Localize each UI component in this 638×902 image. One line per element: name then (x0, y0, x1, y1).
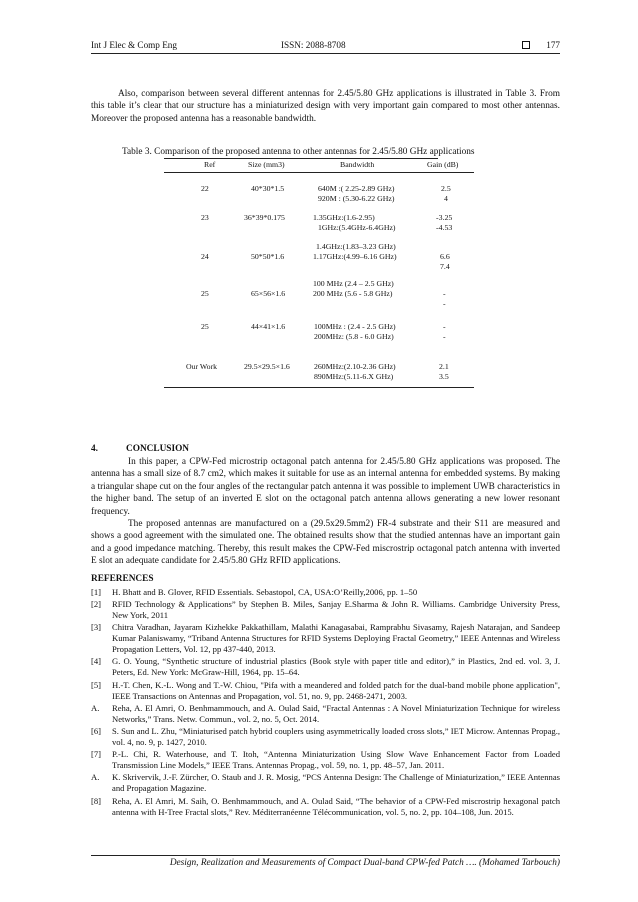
running-header (91, 40, 560, 52)
cell-size: 29.5×29.5×1.6 (244, 362, 290, 371)
reference-text: G. O. Young, “Synthetic structure of industrial plastics (Book style with paper title and editor),” in Plastics, 2nd ed. vol. 3, J. Peters, Ed. New York: McGraw-Hill, 1964, pp. 15–64. (112, 656, 560, 677)
reference-tag: [6] (91, 726, 102, 736)
reference-tag: [8] (91, 796, 102, 806)
conclusion-paragraph-2: The proposed antennas are manufactured on a (29.5x29.5mm2) FR-4 substrate and their S11 are measured and shows a good agreement with the simulated one. The obtained results show that the studied antennas have an important gain and a good impedance matching. Thereby, this result makes the CPW-Fed miscrostrip octagonal patch antenna with inverted E slot an adequate candidate for 2.45/5.80 GHz RFID applications. (91, 519, 560, 567)
cell-gain-1: -3.25 (436, 213, 453, 222)
cell-bandwidth-1: 1.35GHz:(1.6-2.95) (313, 213, 375, 222)
section-heading (91, 444, 189, 454)
table-top-rule (164, 158, 438, 159)
table-caption: Table 3. Comparison of the proposed antenna to other antennas for 2.45/5.80 GHz applications (122, 147, 475, 157)
cell-gain-1: 2.1 (439, 362, 449, 371)
cell-gain-1: 2.5 (441, 184, 451, 193)
cell-gain-1: 6.6 (440, 252, 450, 261)
cell-ref: 24 (201, 252, 209, 261)
cell-gain-2: 3.5 (439, 372, 449, 381)
cell-bandwidth-1: 640M :( 2.25-2.89 GHz) (318, 184, 395, 193)
reference-text: H.-T. Chen, K.-L. Wong and T.-W. Chiou, "Pifa with a meandered and folded patch for the dual-band mobile phone application", IEEE Transactions on Antennas and Propagation, vol. 51, no. 9, pp. 2468-2471, 2003. (112, 680, 560, 701)
cell-bandwidth-1: 100 MHz (2.4 – 2.5 GHz) (313, 279, 394, 288)
cell-gain-1: - (443, 289, 446, 298)
page-number: 177 (546, 40, 560, 50)
reference-text: RFID Technology & Applications” by Stephen B. Miles, Sanjay E.Sharma & John R. Williams. Cambridge University Press, New York, 2011 (112, 599, 560, 620)
table-header-ref: Ref (204, 160, 216, 169)
cell-gain-2: -4.53 (436, 223, 453, 232)
reference-tag: [5] (91, 680, 102, 690)
cell-ref: 25 (201, 322, 209, 331)
cell-bandwidth-2: 1.17GHz:(4.99–6.16 GHz) (313, 252, 397, 261)
cell-ref: 23 (201, 213, 209, 222)
section-title: CONCLUSION (126, 444, 190, 454)
table-header-rule (164, 172, 474, 173)
cell-bandwidth-1: 1.4GHz:(1.83–3.23 GHz) (316, 242, 396, 251)
reference-tag: [2] (91, 599, 102, 609)
table-header-gain: Gain (dB) (427, 160, 459, 169)
table-bottom-rule (164, 387, 474, 388)
cell-size: 65×56×1.6 (251, 289, 286, 298)
header-rule (91, 53, 560, 54)
cell-size: 44×41×1.6 (251, 322, 286, 331)
reference-text: Reha, A. El Amri, M. Saih, O. Benhmammouch, and A. Oulad Said, “The behavior of a CPW-Fed miscrostrip hexagonal patch antenna with H-Tree Fractal slots,” Rev. Méditerranéenne Télécommunication, vol. 5, no. 2, pp. 104–108, Jun. 2015. (112, 796, 560, 817)
cell-bandwidth-2: 890MHz:(5.11-6.X GHz) (314, 372, 394, 381)
issn: ISSN: 2088-8708 (281, 40, 346, 50)
reference-tag: [3] (91, 622, 102, 632)
references-heading: REFERENCES (91, 574, 154, 584)
cell-ref: 25 (201, 289, 209, 298)
cell-gain-1: - (443, 322, 446, 331)
cell-bandwidth-1: 100MHz : (2.4 - 2.5 GHz) (314, 322, 396, 331)
reference-text: P.-L. Chi, R. Waterhouse, and T. Itoh, “Antenna Miniaturization Using Slow Wave Enhancement Factor from Loaded Transmission Line Models,” IEEE Trans. Antennas Propag., vol. 59, no. 1, pp. 48–57, Jan. 2011. (112, 749, 560, 770)
section-number: 4. (91, 444, 98, 454)
reference-text: H. Bhatt and B. Glover, RFID Essentials. Sebastopol, CA, USA:O’Reilly,2006, pp. 1–50 (112, 587, 418, 597)
cell-bandwidth-2: 200 MHz (5.6 - 5.8 GHz) (313, 289, 393, 298)
cell-bandwidth-2: 920M : (5.30-6.22 GHz) (318, 194, 395, 203)
cell-size: 50*50*1.6 (251, 252, 285, 261)
reference-text: Chitra Varadhan, Jayaram Kizhekke Pakkathillam, Malathi Kanagasabai, Ramprabhu Sivasamy, Rajesh Natarajan, and Sandeep Kumar Palaniswamy, “Triband Antenna Structures for RFID Systems Deploying Fractal Geometry,” IEEE Antennas and Wireless Propagation Letters, Vol. 12, pp 437-440, 2013. (112, 622, 560, 654)
cell-size: 36*39*0.175 (244, 213, 285, 222)
journal-name: Int J Elec & Comp Eng (91, 40, 177, 50)
reference-tag: [7] (91, 749, 102, 759)
footer-rule (91, 855, 560, 856)
cell-gain-2: - (443, 299, 446, 308)
cell-gain-2: - (443, 332, 446, 341)
reference-tag: A. (91, 703, 100, 713)
reference-tag: A. (91, 772, 100, 782)
reference-tag: [4] (91, 656, 102, 666)
cell-gain-2: 4 (444, 194, 448, 203)
table-header-bandwidth: Bandwidth (340, 160, 375, 169)
cell-size: 40*30*1.5 (251, 184, 285, 193)
cell-gain-2: 7.4 (440, 262, 450, 271)
conclusion-paragraph-1: In this paper, a CPW-Fed microstrip octagonal patch antenna for 2.45/5.80 GHz applications was proposed. The antenna has a small size of 8.7 cm2, which makes it suitable for use as an internal antenna for embedded systems. By making a triangular shape cut on the four angles of the rectangular patch antenna it was possible to implement UWB characteristics in the higher band. The setup of an inverted E slot on the octagonal patch antenna allows generating a new lower resonant frequency. (91, 457, 560, 517)
table-header-size: Size (mm3) (248, 160, 285, 169)
reference-text: S. Sun and L. Zhu, “Miniaturised patch hybrid couplers using asymmetrically loaded cross slots,” IET Microw. Antennas Propag., vol. 4, no. 9, p. 1427, 2010. (112, 726, 560, 747)
cell-bandwidth-2: 200MHz: (5.8 - 6.0 GHz) (314, 332, 394, 341)
reference-text: Reha, A. El Amri, O. Benhmammouch, and A. Oulad Said, “Fractal Antennas : A Novel Miniaturization Technique for wireless Networks,” Trans. Netw. Commun., vol. 2, no. 5, Oct. 2014. (112, 703, 560, 724)
cell-ref: 22 (201, 184, 209, 193)
cell-bandwidth-1: 260MHz:(2.10-2.36 GHz) (314, 362, 396, 371)
checkbox-glyph-icon (522, 41, 530, 49)
cell-bandwidth-2: 1GHz:(5.4GHz-6.4GHz) (318, 223, 396, 232)
cell-ref: Our Work (186, 362, 218, 371)
running-footer: Design, Realization and Measurements of Compact Dual-band CPW-fed Patch …. (Mohamed Tarbouch) (169, 858, 560, 868)
reference-text: K. Skrivervik, J.-F. Zürcher, O. Staub and J. R. Mosig, “PCS Antenna Design: The Challenge of Miniaturization,” IEEE Antennas and Propagation Magazine. (112, 772, 560, 793)
reference-tag: [1] (91, 587, 102, 597)
intro-paragraph: Also, comparison between several different antennas for 2.45/5.80 GHz applications is illustrated in Table 3. From this table it’s clear that our structure has a miniaturized design with very important gain compared to most other antennas. Moreover the proposed antenna has a reasonable bandwidth. (91, 89, 560, 124)
